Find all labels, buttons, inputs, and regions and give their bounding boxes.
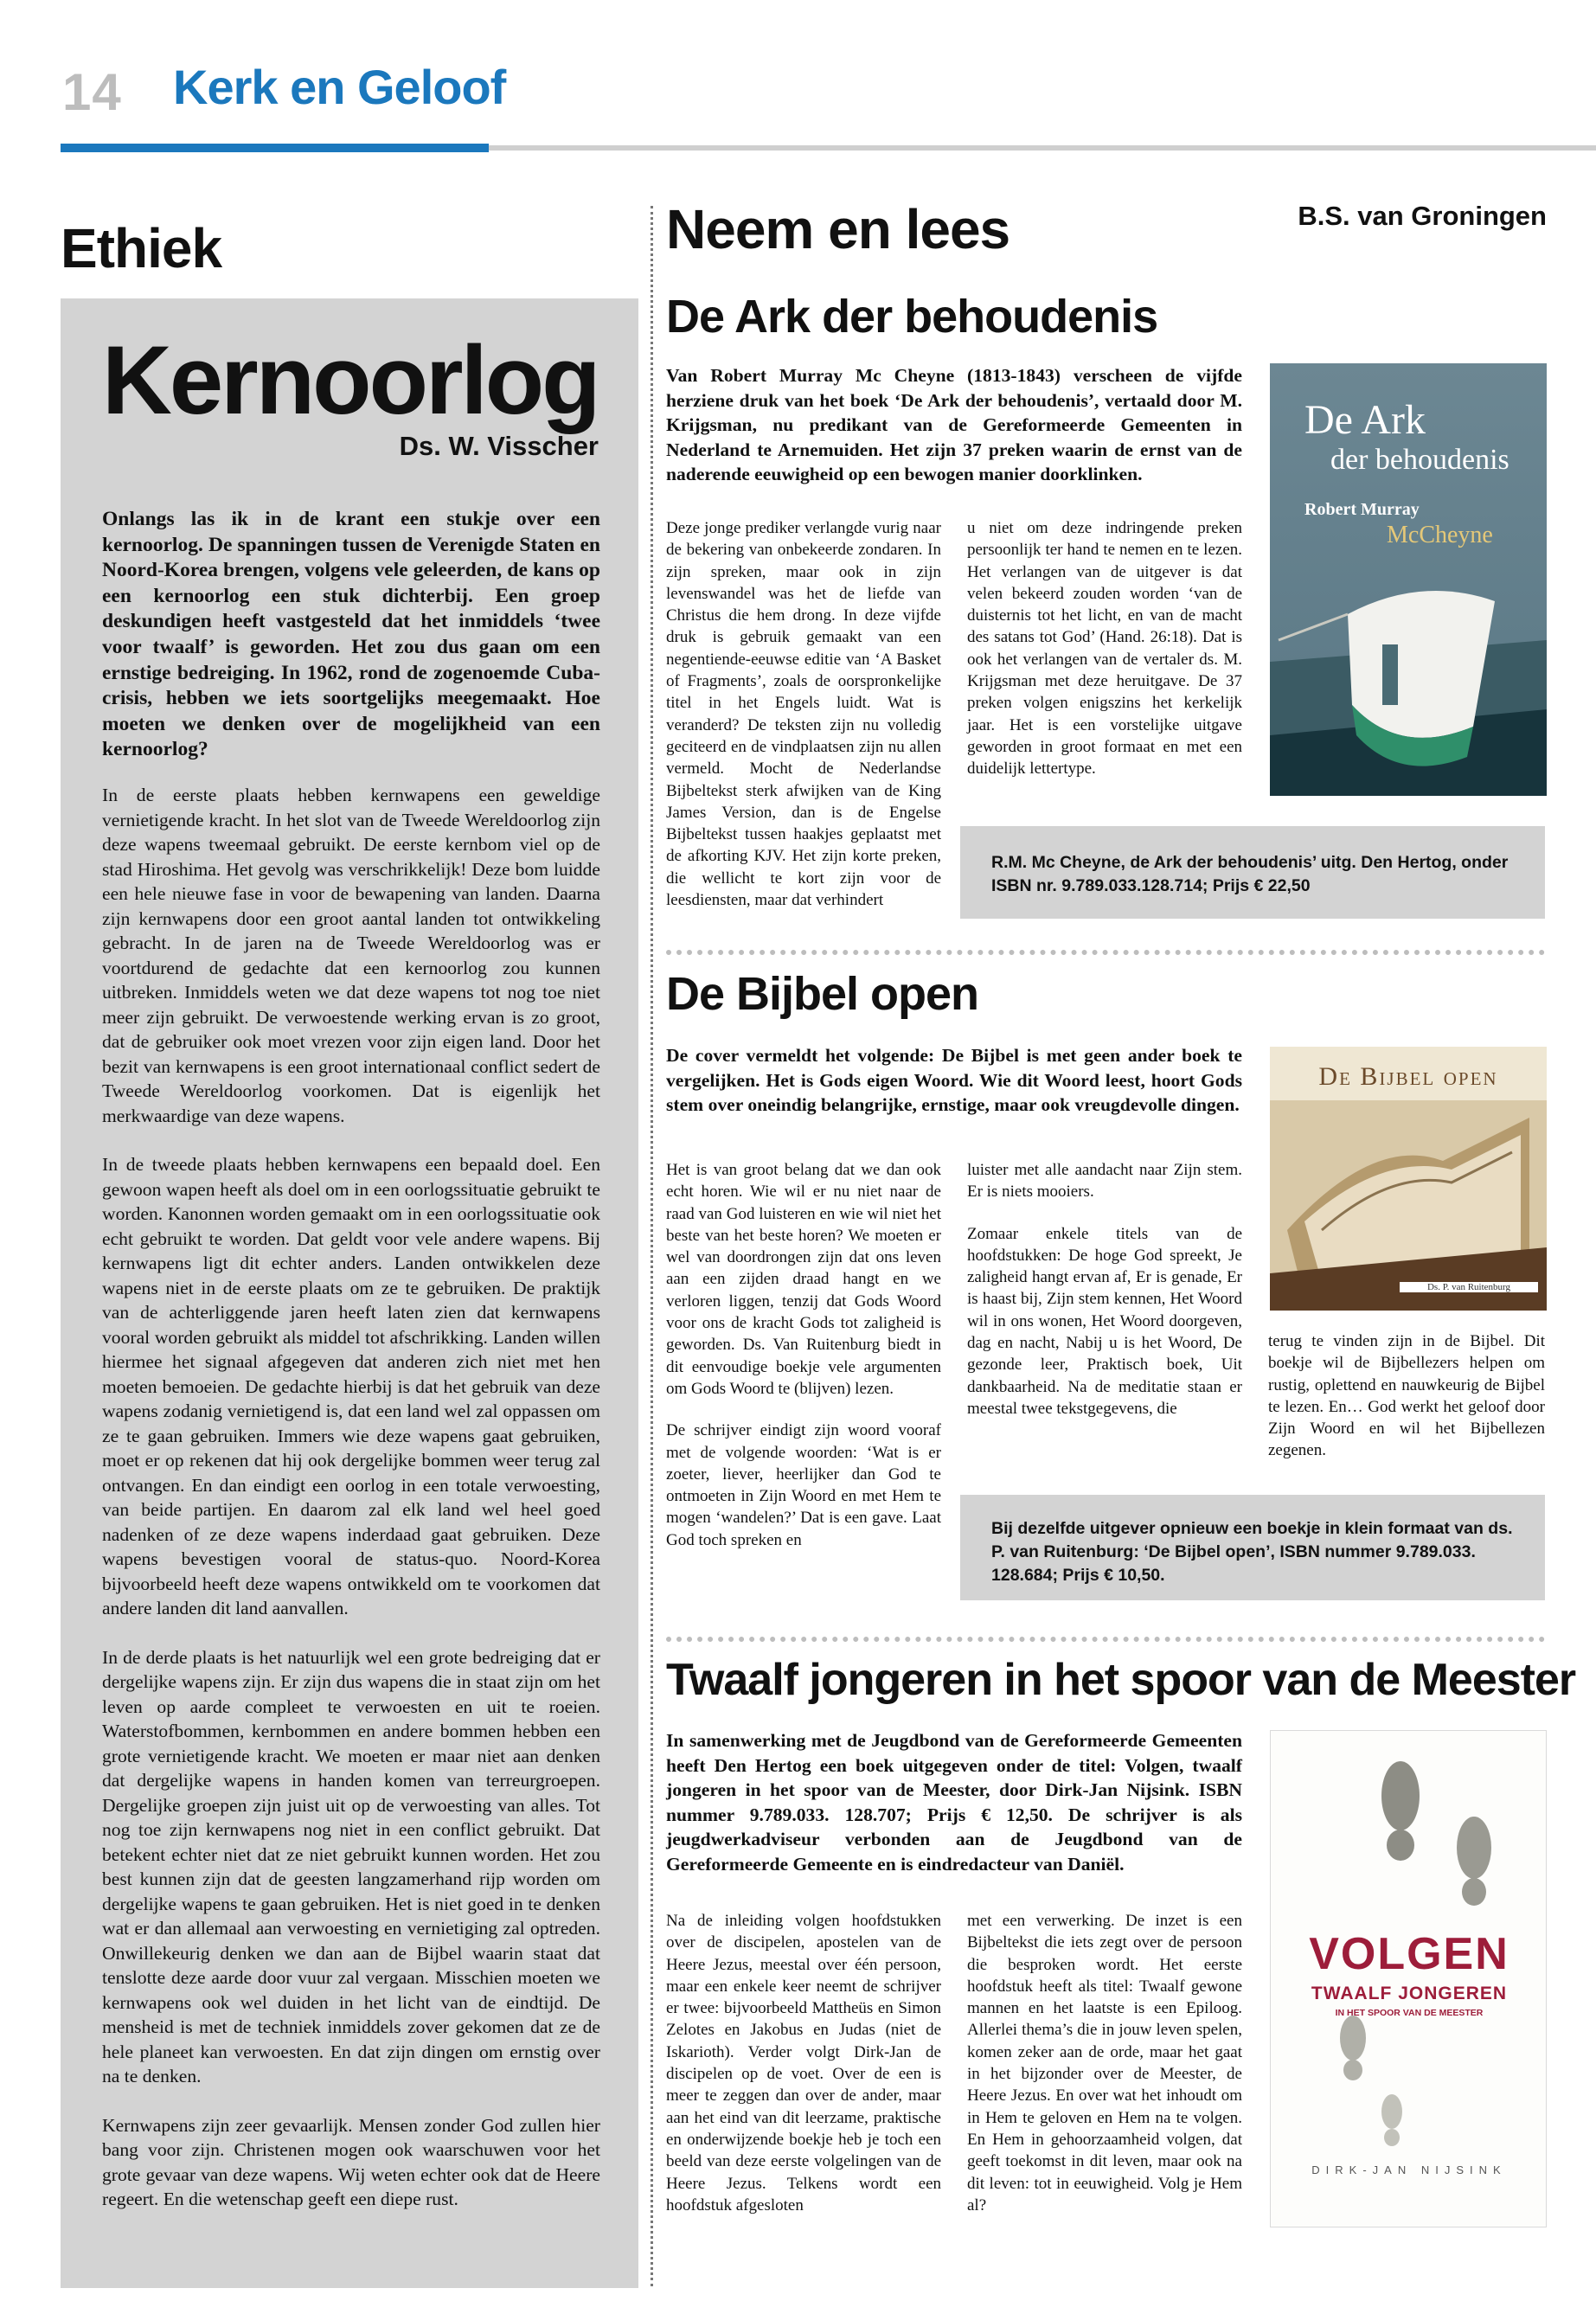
review-ark-title: De Ark der behoudenis [666,291,1158,343]
body-paragraph: luister met alle aandacht naar Zijn stem. Er is niets mooiers. [967,1161,1242,1202]
body-paragraph: Het is van groot belang dat we dan ook echt horen. Wie wil er nu niet naar de raad van God luisteren en wie wil niet het beste van het beste horen? We moeten er wel van doordrongen zijn dat ons leven aan een zijden draad hangt en we verloren liggen, tenzij dat Gods Woord voor ons de kracht Gods tot zaligheid is geworden. Ds. Van Ruitenburg biedt in dit eenvoudige boekje vele argumenten om Gods Woord te (blijven) lezen. [666,1161,941,1398]
article-body [102,783,600,2236]
cover-subtitle: TWAALF JONGEREN [1311,1984,1508,2003]
body-paragraph: Kernwapens zijn zeer gevaarlijk. Mensen zonder God zullen hier bang voor zijn. Christenen mogen ook waarschuwen voor het grote gevaar van deze wapens. Wij weten echter ook dat de Heere regeert. En die wetenschap geeft een diepe rust. [102,2114,600,2209]
section-title: Kerk en Geloof [173,60,506,114]
cover-author: Robert Murray [1304,500,1420,519]
ethiek-column-title: Ethiek [61,217,222,279]
column-divider [651,206,653,2286]
cover-author: DIRK-JAN NIJSINK [1311,2163,1507,2176]
header-rule-accent [61,144,489,152]
cover-author: Ds. P. van Ruitenburg [1400,1282,1538,1292]
section-divider [666,950,1545,955]
review-bijbel-column-1 [666,1159,941,1571]
review-ark-column-1: Deze jonge prediker verlangde vurig naar de bekering van onbekeerde zondaren. In zijn spreken, maar ook in zijn levenswandel was het de liefde van Christus die hem drong. In deze vijfde druk is gebruik gemaakt van een negentiende-eeuwse editie van ‘A Basket of Fragments’, zoals de oorspronkelijke titel in het Engels luidt. Wat is veranderd? De teksten zijn nu volledig geciteerd en de vindplaatsen zijn nu allen vermeld. Mocht de Nederlandse Bijbeltekst sterk afwijken van de King James Version, dan is de Engelse Bijbeltekst tussen haakjes geplaatst met de afkorting KJV. Het zijn korte preken, die wellicht te kort zijn voor de leesdiensten, maar dat verhindert [666,519,941,910]
book-info-box: R.M. Mc Cheyne, de Ark der behoudenis’ uitg. Den Hertog, onder ISBN nr. 9.789.033.128.714; Prijs € 22,50 [960,826,1545,919]
neem-column-title: Neem en lees [666,198,1010,260]
body-paragraph: De schrijver eindigt zijn woord vooraf met de volgende woorden: ‘Wat is er zoeter, liever, heerlijker dan God te ontmoeten in Zijn Woord en met Hem te mogen ‘wandelen?’ Dat is een gave. Laat God toch spreken en [666,1421,941,1549]
cover-title: De Ark [1304,397,1426,443]
cover-title: VOLGEN [1309,1929,1509,1979]
book-info-box: Bij dezelfde uitgever opnieuw een boekje in klein formaat van ds. P. van Ruitenburg: ‘De Bijbel open’, ISBN nummer 9.789.033. 128.684; Prijs € 10,50. [960,1495,1545,1600]
cover-title: der behoudenis [1330,444,1509,476]
open-bible-illustration [1270,1100,1547,1311]
header-rule [489,145,1596,151]
review-twaalf-column-1: Na de inleiding volgen hoofdstukken over de discipelen, apostelen van de Heere Jezus, meestal over één persoon, maar een enkele keer neemt de schrijver er twee: bijvoorbeeld Mattheüs en Simon Zelotes en Jakobus en Judas (niet de Iskarioth). Verder volgt Dirk-Jan de discipelen op de voet. Over de een is meer te zeggen dan over de ander, maar aan het eind van dit leerzame, praktische en onderwijzende boekje heb je toch een beeld van deze eerste volgelingen van de Heere Jezus. Telkens wordt een hoofdstuk afgesloten [666,1912,941,2214]
body-paragraph: In de tweede plaats hebben kernwapens een bepaald doel. Een gewoon wapen heeft als doel om in een oorlogssituatie gebruikt te worden. Kanonnen worden gemaakt om in een oorlogssituatie ook echt gebruikt te worden. Dat geldt voor vele andere wapens. Bij kernwapens ligt dit echter anders. Landen ontwikkelen deze wapens niet in de eerste plaats om ze te gebruiken. De praktijk van de achterliggende jaren heeft laten zien dat kernwapens vooral worden gebruikt als middel tot afschrikking. Landen willen hiermee het signaal afgegeven dat anderen zich niet met hen moeten bemoeien. De gedachte hierbij is dat het gebruik van deze wapens zodanig vernietigend is, dat een land wel zal oppassen om ze te gaan gebruiken. Immers wie deze wapens gaat gebruiken, moet er op rekenen dat hij ook dergelijke bommen weer terug zal ontvangen. En dan eindigt een oorlog in een totale verwoesting, van beide partijen. En daarom zal elk land wel heel goed nadenken of ze deze wapens inderdaad gaat gebruiken. Deze wapens bevestigen vooral de status-quo. Noord-Korea bijvoorbeeld heeft deze wapens ontwikkeld om te voorkomen dat andere landen dit land aanvallen. [102,1154,600,1618]
body-paragraph: In de eerste plaats hebben kernwapens een geweldige vernietigende kracht. In het slot van de Tweede Wereldoorlog zijn deze wapens tweemaal gebruikt. De eerste kernbom viel op de stad Hiroshima. Het gevolg was verschrikkelijk! Deze bom luidde een hele nieuwe fase in voor de bewapening van landen. Daarna zijn kernwapens door een groot aantal landen tot ontwikkeling gebracht. In de jaren na de Tweede Wereldoorlog was er voortdurend de gedachte dat een kernoorlog zou kunnen uitbreken. Inmiddels weten we dat deze wapens tot nog toe niet meer zijn gebruikt. De verwoestende werking ervan is zo groot, dat de gebruiker ook moet vrezen voor zijn eigen land. Door het bezit van kernwapens is een groot internationaal conflict sedert de Tweede Wereldoorlog voorkomen. Dat is eigenlijk het merkwaardige van deze wapens. [102,785,600,1126]
review-ark-column-2: u niet om deze indringende preken persoonlijk ter hand te nemen en te lezen. Het verlangen van de uitgever is dat velen bekeerd zouden worden ‘van de duisternis tot het licht, en van de macht des satans tot God’ (Hand. 26:18). Dat is ook het verlangen van de vertaler ds. M. Krijgsman met deze heruitgave. De 37 preken volgen enigszins het kerkelijk jaar. Het is een vorstelijke uitgave geworden in groot formaat en met een duidelijk lettertype. [967,519,1242,779]
section-divider [666,1637,1545,1642]
review-twaalf-column-2: met een verwerking. De inzet is een Bijbeltekst die iets zegt over de persoon die besproken wordt. Het eerste hoofdstuk heeft als titel: Twaalf gewone mannen en het laatste is een Epiloog. Allerlei thema’s die in jouw leven spelen, komen zeker aan de orde, maar het gaat in het bijzonder over de Meester, de Heere Jezus. En over wat het inhoudt om in Hem te geloven en Hem na te volgen. En Hem in gehoorzaamheid volgen, dat geeft toekomst in dit leven, maar ook na dit leven: tot in eeuwigheid. Volg je Hem al? [967,1912,1242,2214]
page-number: 14 [62,63,122,121]
book-cover-bijbel [1270,1047,1547,1311]
article-title: Kernoorlog [102,326,599,434]
review-twaalf-intro: In samenwerking met de Jeugdbond van de Gereformeerde Gemeenten heeft Den Hertog een boek uitgegeven onder de titel: Volgen, twaalf jongeren in het spoor van de Meester, door Dirk-Jan Nijsink. ISBN nummer 9.789.033. 128.707; Prijs € 12,50. De schrijver is als jeugdwerkadviseur verbonden aan de Jeugdbond van de Gereformeerde Gemeente en is eindredacteur van Daniël. [666,1730,1242,1875]
body-paragraph: In de derde plaats is het natuurlijk wel een grote bedreiging dat er dergelijke wapens zijn. Er zijn dus wapens die in staat zijn om het leven op aarde compleet te verwoesten en uit te roeien. Waterstofbommen, kernbommen en andere bommen hebben een grote vernietigende kracht. We moeten er maar niet aan denken dat dergelijke wapens in handen komen van terreurgroepen. Dergelijke groepen zijn juist uit op de verwoesting van alles. Tot nog toe zijn kernwapens nog niet in een conflict gebruikt. Dat betekent echter niet dat ze niet gebruikt kunnen worden. Het zou best kunnen zijn dat de geesten langzamerhand rijp worden om dergelijke wapens te gaan gebruiken. Het is niet goed in te denken wat er dan allemaal aan verwoesting en vernietiging zal optreden. Onwillekeurig denken we dan aan de Bijbel waarin staat dat tenslotte deze aarde door vuur zal vergaan. Misschien moeten we kernwapens ook wel duiden in het licht van de eindtijd. De mensheid is met de techniek inmiddels zover gekomen dat ze de hele planeet kan verwoesten. En dat zijn dingen om ernstig over na te denken. [102,1646,600,2086]
cover-title: De Bijbel open [1318,1062,1498,1091]
review-bijbel-title: De Bijbel open [666,968,979,1020]
review-bijbel-column-2 [967,1159,1242,1439]
reviewer-byline: B.S. van Groningen [1298,201,1547,231]
review-twaalf-title: Twaalf jongeren in het spoor van de Meester [666,1655,1576,1705]
review-bijbel-intro: De cover vermeldt het volgende: De Bijbel is met geen ander boek te vergelijken. Het is Gods eigen Woord. Wie dit Woord leest, hoort Gods stem over oneindig belangrijke, ernstige, maar ook vreugdevolle dingen. [666,1045,1242,1115]
boat-illustration [1270,562,1547,796]
article-author: Ds. W. Visscher [399,431,599,461]
review-bijbel-column-3: terug te vinden zijn in de Bijbel. Dit boekje wil de Bijbellezers helpen om rustig, oplettend en nauwkeurig de Bijbel te lezen. En… God werkt het geloof door Zijn Woord en wil het Bijbellezen zegenen. [1268,1332,1545,1460]
cover-author: McCheyne [1387,522,1493,548]
book-cover-ark [1270,363,1547,796]
article-lead: Onlangs las ik in de krant een stukje over een kernoorlog. De spanningen tussen de Verenigde Staten en Noord-Korea brengen, volgens vele geleerden, de kans op een kernoorlog een stuk dichterbij. Een groep deskundigen heeft vastgesteld dat het inmiddels ‘twee voor twaalf’ is geworden. Het zou dus gaan om een ernstige bedreiging. In 1962, rond de zogenoemde Cuba-crisis, hebben we iets soortgelijks meegemaakt. Hoe moeten we denken over de mogelijkheid van een kernoorlog? [102,508,600,761]
cover-tagline: IN HET SPOOR VAN DE MEESTER [1335,2008,1484,2018]
body-paragraph: Zomaar enkele titels van de hoofdstukken: De hoge God spreekt, Je zaligheid hangt ervan af, Er is genade, Er is haast bij, Zijn stem kennen, Het Woord wil in ons wonen, Het Woord doorgeven, dag en nacht, Nabij u is het Woord, De gezonde leer, Praktisch boek, Uit dankbaarheid. Na de meditatie staan er meestal twee tekstgegevens, die [967,1224,1242,1418]
book-cover-volgen [1270,1730,1547,2227]
review-ark-intro: Van Robert Murray Mc Cheyne (1813-1843) verscheen de vijfde herziene druk van het boek ‘De Ark der behoudenis’, vertaald door M. Krijgsman, nu predikant van de Gereformeerde Gemeenten in Nederland te Arnemuiden. Het zijn 37 preken waarin de ernst van de naderende eeuwigheid op een bewogen manier doorklinken. [666,365,1242,484]
